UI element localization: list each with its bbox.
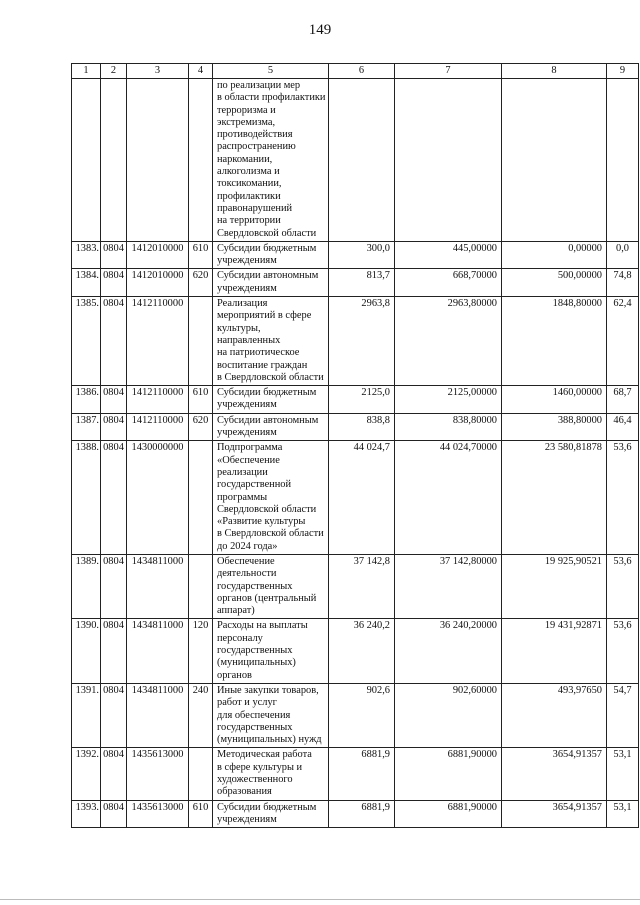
target-article-text: 1434811000: [131, 555, 184, 567]
table-row: [72, 800, 639, 828]
expense-type-cell: [189, 441, 213, 555]
row-number-text: 1383.: [75, 242, 99, 254]
description-text: Иные закупки товаров, работ и услуг для обеспечения государственных (муниципальных) нужд: [217, 684, 322, 746]
description-text: Субсидии бюджетным учреждениям: [217, 242, 317, 267]
approved-amount-cell: [395, 79, 502, 242]
description-text: Субсидии автономным учреждениям: [217, 270, 319, 294]
section-code-cell: [101, 748, 127, 800]
section-code-text: 0804: [103, 555, 124, 567]
row-number-text: 1389.: [75, 555, 99, 567]
approved-amount-cell: [395, 800, 502, 828]
execution-percent-text: 46,4: [613, 414, 632, 426]
execution-percent-cell: [607, 386, 639, 414]
description-text: Реализация мероприятий в сфере культуры, направленных на патриотическое воспитание граждан в Свердловской области: [217, 298, 324, 383]
target-article-text: 1434811000: [131, 620, 184, 632]
target-article-cell: [127, 413, 189, 441]
description-text: по реализации мер в области профилактики терроризма и экстремизма, противодействия распространению наркомании, алкоголизма и токсикомании, профилактики правонарушений на территории Свердловской области: [217, 80, 326, 239]
header-cell: 3: [127, 64, 189, 79]
target-article-text: 1412110000: [131, 414, 184, 426]
executed-amount-text: 19 431,92871: [544, 620, 602, 632]
description-cell: [213, 748, 329, 800]
page-number: 149: [308, 22, 332, 38]
executed-amount-text: 19 925,90521: [544, 555, 602, 567]
execution-percent-cell: [607, 79, 639, 242]
approved-amount-cell: [395, 269, 502, 297]
row-number-cell: [72, 413, 101, 441]
approved-amount-cell: [395, 619, 502, 683]
execution-percent-cell: [607, 800, 639, 828]
description-cell: [213, 413, 329, 441]
header-cell: 4: [189, 64, 213, 79]
target-article-cell: [127, 554, 189, 618]
executed-amount-text: 500,00000: [557, 270, 602, 282]
section-code-text: 0804: [103, 414, 124, 426]
row-number-cell: [72, 241, 101, 269]
executed-amount-cell: [502, 386, 607, 414]
approved-amount-text: 44 024,70000: [439, 442, 497, 454]
approved-amount-text: 838,80000: [452, 414, 497, 426]
executed-amount-cell: [502, 269, 607, 297]
section-code-text: 0804: [103, 298, 124, 310]
row-number-text: 1388.: [75, 442, 99, 454]
executed-amount-text: 1848,80000: [552, 298, 602, 310]
execution-percent-cell: [607, 748, 639, 800]
approved-amount-text: 37 142,80000: [439, 555, 497, 567]
approved-amount-text: 6881,90000: [447, 749, 497, 761]
description-cell: [213, 800, 329, 828]
row-number-text: 1387.: [75, 414, 99, 426]
target-article-cell: [127, 619, 189, 683]
row-number-cell: [72, 683, 101, 747]
section-code-text: 0804: [103, 242, 124, 254]
execution-percent-text: 0,0: [616, 242, 629, 254]
table-row: [72, 619, 639, 683]
execution-percent-cell: [607, 241, 639, 269]
section-code-cell: [101, 619, 127, 683]
execution-percent-cell: [607, 441, 639, 555]
execution-percent-cell: [607, 413, 639, 441]
target-article-cell: [127, 800, 189, 828]
section-code-cell: [101, 413, 127, 441]
section-code-cell: [101, 79, 127, 242]
executed-amount-text: 1460,00000: [552, 387, 602, 399]
plan-amount-cell: [329, 241, 395, 269]
description-cell: [213, 386, 329, 414]
expense-type-text: 610: [192, 242, 209, 254]
executed-amount-cell: [502, 683, 607, 747]
header-cell: 5: [213, 64, 329, 79]
execution-percent-cell: [607, 297, 639, 386]
target-article-cell: [127, 683, 189, 747]
expense-type-text: 620: [192, 414, 209, 426]
expense-type-text: 120: [192, 620, 209, 632]
description-text: Субсидии бюджетным учреждениям: [217, 387, 317, 411]
section-code-text: 0804: [103, 801, 124, 813]
plan-amount-text: 902,6: [366, 684, 390, 696]
executed-amount-cell: [502, 619, 607, 683]
table-row: [72, 441, 639, 555]
description-text: Субсидии бюджетным учреждениям: [217, 801, 317, 825]
description-cell: [213, 241, 329, 269]
execution-percent-text: 53,1: [613, 749, 632, 761]
plan-amount-text: 838,8: [366, 414, 390, 426]
plan-amount-cell: [329, 800, 395, 828]
section-code-cell: [101, 269, 127, 297]
plan-amount-cell: [329, 297, 395, 386]
table-row: [72, 554, 639, 618]
executed-amount-text: 3654,91357: [552, 749, 602, 761]
row-number-cell: [72, 554, 101, 618]
row-number-cell: [72, 297, 101, 386]
plan-amount-cell: [329, 619, 395, 683]
target-article-cell: [127, 241, 189, 269]
executed-amount-cell: [502, 748, 607, 800]
description-cell: [213, 619, 329, 683]
table-row: [72, 683, 639, 747]
execution-percent-text: 53,1: [613, 801, 632, 813]
section-code-cell: [101, 441, 127, 555]
executed-amount-cell: [502, 800, 607, 828]
approved-amount-text: 445,00000: [452, 242, 497, 254]
executed-amount-text: 0,00000: [568, 242, 602, 254]
section-code-text: 0804: [103, 749, 124, 761]
page-edge-divider: [0, 899, 640, 900]
target-article-text: 1435613000: [131, 801, 184, 813]
target-article-text: 1412010000: [131, 270, 184, 282]
execution-percent-cell: [607, 683, 639, 747]
approved-amount-cell: [395, 386, 502, 414]
description-cell: [213, 683, 329, 747]
row-number-cell: [72, 269, 101, 297]
plan-amount-text: 300,0: [366, 242, 390, 254]
expense-type-text: 620: [192, 270, 209, 282]
expense-type-text: 610: [192, 387, 209, 399]
executed-amount-text: 388,80000: [557, 414, 602, 426]
expense-type-cell: [189, 297, 213, 386]
section-code-text: 0804: [103, 442, 124, 454]
plan-amount-text: 6881,9: [361, 749, 390, 761]
executed-amount-text: 23 580,81878: [544, 442, 602, 454]
plan-amount-cell: [329, 683, 395, 747]
description-text: Методическая работа в сфере культуры и художественного образования: [217, 749, 312, 798]
row-number-text: 1390.: [75, 620, 99, 632]
approved-amount-cell: [395, 554, 502, 618]
executed-amount-text: 3654,91357: [552, 801, 602, 813]
target-article-text: 1434811000: [131, 684, 184, 696]
target-article-text: 1435613000: [131, 749, 184, 761]
plan-amount-cell: [329, 386, 395, 414]
section-code-cell: [101, 241, 127, 269]
budget-table: [71, 63, 639, 828]
plan-amount-cell: [329, 554, 395, 618]
header-cell: 2: [101, 64, 127, 79]
execution-percent-cell: [607, 269, 639, 297]
expense-type-cell: [189, 413, 213, 441]
target-article-cell: [127, 441, 189, 555]
execution-percent-text: 62,4: [613, 298, 632, 310]
executed-amount-cell: [502, 297, 607, 386]
row-number-cell: [72, 748, 101, 800]
header-cell: 9: [607, 64, 639, 79]
header-cell: 6: [329, 64, 395, 79]
approved-amount-text: 902,60000: [452, 684, 497, 696]
approved-amount-text: 6881,90000: [447, 801, 497, 813]
expense-type-text: 610: [192, 801, 209, 813]
table-row: [72, 79, 639, 242]
table-row: [72, 413, 639, 441]
table-row: [72, 297, 639, 386]
approved-amount-cell: [395, 241, 502, 269]
description-cell: [213, 269, 329, 297]
execution-percent-text: 68,7: [613, 387, 632, 399]
expense-type-cell: [189, 554, 213, 618]
section-code-cell: [101, 386, 127, 414]
target-article-cell: [127, 297, 189, 386]
description-cell: [213, 441, 329, 555]
header-cell: 1: [72, 64, 101, 79]
target-article-text: 1412110000: [131, 387, 184, 399]
target-article-cell: [127, 748, 189, 800]
plan-amount-text: 2125,0: [361, 387, 390, 399]
description-text: Субсидии автономным учреждениям: [217, 414, 319, 439]
section-code-text: 0804: [103, 620, 124, 632]
section-code-cell: [101, 297, 127, 386]
description-cell: [213, 79, 329, 242]
plan-amount-text: 2963,8: [361, 298, 390, 310]
section-code-text: 0804: [103, 684, 124, 696]
row-number-text: 1385.: [75, 298, 99, 310]
header-cell: 8: [502, 64, 607, 79]
expense-type-cell: [189, 748, 213, 800]
plan-amount-cell: [329, 269, 395, 297]
executed-amount-cell: [502, 79, 607, 242]
section-code-text: 0804: [103, 270, 124, 282]
plan-amount-text: 37 142,8: [353, 555, 390, 567]
plan-amount-cell: [329, 79, 395, 242]
target-article-text: 1430000000: [131, 442, 184, 454]
plan-amount-cell: [329, 413, 395, 441]
executed-amount-cell: [502, 554, 607, 618]
expense-type-cell: [189, 800, 213, 828]
execution-percent-cell: [607, 554, 639, 618]
execution-percent-text: 53,6: [613, 620, 632, 632]
description-text: Подпрограмма «Обеспечение реализации государственной программы Свердловской области «Развитие культуры в Свердловской области до 2024 года»: [217, 442, 324, 552]
description-text: Расходы на выплаты персоналу государственных (муниципальных) органов: [217, 620, 308, 681]
plan-amount-text: 6881,9: [361, 801, 390, 813]
approved-amount-text: 2125,00000: [447, 387, 497, 399]
approved-amount-cell: [395, 748, 502, 800]
approved-amount-text: 2963,80000: [447, 298, 497, 310]
row-number-cell: [72, 386, 101, 414]
approved-amount-text: 36 240,20000: [439, 620, 497, 632]
row-number-cell: [72, 79, 101, 242]
target-article-text: 1412110000: [131, 298, 184, 310]
table-row: [72, 386, 639, 414]
expense-type-cell: [189, 619, 213, 683]
expense-type-cell: [189, 386, 213, 414]
target-article-text: 1412010000: [131, 242, 184, 254]
plan-amount-text: 44 024,7: [353, 442, 390, 454]
description-cell: [213, 297, 329, 386]
section-code-text: 0804: [103, 387, 124, 399]
approved-amount-cell: [395, 441, 502, 555]
plan-amount-text: 813,7: [366, 270, 390, 282]
section-code-cell: [101, 800, 127, 828]
execution-percent-text: 54,7: [613, 684, 632, 696]
expense-type-cell: [189, 683, 213, 747]
execution-percent-text: 74,8: [613, 270, 632, 282]
target-article-cell: [127, 79, 189, 242]
target-article-cell: [127, 386, 189, 414]
row-number-text: 1392.: [75, 749, 99, 761]
expense-type-cell: [189, 79, 213, 242]
row-number-text: 1391.: [75, 684, 99, 696]
plan-amount-cell: [329, 748, 395, 800]
section-code-cell: [101, 554, 127, 618]
approved-amount-cell: [395, 297, 502, 386]
section-code-cell: [101, 683, 127, 747]
execution-percent-text: 53,6: [613, 555, 632, 567]
plan-amount-text: 36 240,2: [353, 620, 390, 632]
execution-percent-cell: [607, 619, 639, 683]
approved-amount-cell: [395, 683, 502, 747]
row-number-text: 1384.: [75, 270, 99, 282]
description-cell: [213, 554, 329, 618]
table-row: [72, 241, 639, 269]
row-number-cell: [72, 441, 101, 555]
row-number-cell: [72, 800, 101, 828]
executed-amount-cell: [502, 441, 607, 555]
plan-amount-cell: [329, 441, 395, 555]
row-number-cell: [72, 619, 101, 683]
description-text: Обеспечение деятельности государственных органов (центральный аппарат): [217, 555, 317, 617]
header-cell: 7: [395, 64, 502, 79]
execution-percent-text: 53,6: [613, 442, 632, 454]
table-row: [72, 269, 639, 297]
expense-type-cell: [189, 241, 213, 269]
row-number-text: 1393.: [75, 801, 99, 813]
expense-type-text: 240: [192, 684, 209, 696]
table-row: [72, 748, 639, 800]
row-number-text: 1386.: [75, 387, 99, 399]
expense-type-cell: [189, 269, 213, 297]
table-header-row: [72, 64, 639, 79]
approved-amount-cell: [395, 413, 502, 441]
executed-amount-text: 493,97650: [557, 684, 602, 696]
executed-amount-cell: [502, 413, 607, 441]
target-article-cell: [127, 269, 189, 297]
executed-amount-cell: [502, 241, 607, 269]
approved-amount-text: 668,70000: [452, 270, 497, 282]
